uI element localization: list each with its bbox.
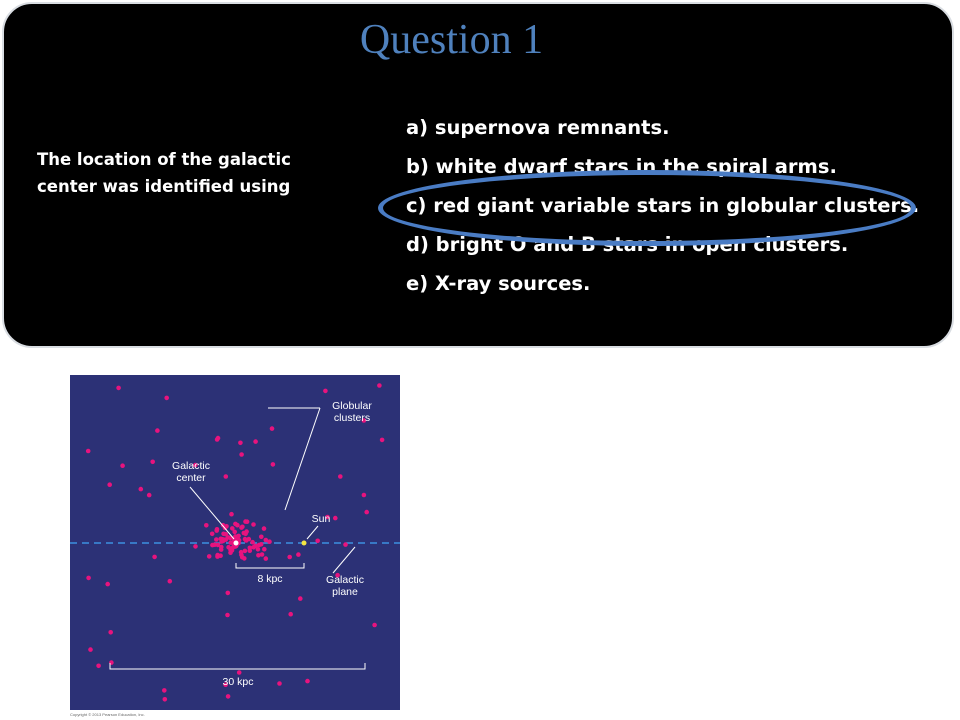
cluster-dot	[214, 537, 219, 542]
cluster-dot	[243, 549, 248, 554]
sun-marker	[302, 541, 307, 546]
cluster-dot	[277, 681, 282, 686]
cluster-dot	[107, 482, 112, 487]
cluster-dot	[247, 537, 252, 542]
cluster-dot	[116, 386, 121, 391]
cluster-dot	[210, 532, 215, 537]
cluster-dot	[228, 550, 233, 555]
cluster-dot	[204, 523, 209, 528]
cluster-dot	[262, 526, 267, 531]
cluster-dot	[251, 522, 256, 527]
cluster-dot	[224, 474, 229, 479]
label-8kpc: 8 kpc	[257, 573, 283, 585]
cluster-dot	[287, 555, 292, 560]
cluster-dot	[343, 542, 348, 547]
cluster-dot	[239, 553, 244, 558]
cluster-dot	[86, 449, 91, 454]
cluster-dot	[215, 553, 220, 558]
cluster-dot	[232, 530, 237, 535]
cluster-dot	[225, 613, 230, 618]
cluster-dot	[245, 519, 250, 524]
cluster-dot	[226, 694, 231, 699]
cluster-dot	[253, 439, 258, 444]
cluster-dot	[226, 545, 231, 550]
label-plane-2: plane	[332, 586, 358, 598]
cluster-dot	[237, 670, 242, 675]
cluster-dot	[243, 531, 248, 536]
option-d[interactable]: d) bright O and B stars in open clusters.	[406, 233, 849, 256]
cluster-dot	[162, 688, 167, 693]
label-30kpc: 30 kpc	[222, 676, 254, 688]
cluster-dot	[155, 428, 160, 433]
cluster-dot	[264, 556, 269, 561]
globular-cluster-diagram	[70, 375, 400, 710]
cluster-dot	[362, 493, 367, 498]
cluster-dot	[147, 493, 152, 498]
cluster-dot	[88, 647, 93, 652]
cluster-dot	[259, 542, 264, 547]
cluster-dot	[264, 538, 269, 543]
cluster-dot	[333, 516, 338, 521]
slide-title: Question 1	[359, 17, 544, 63]
cluster-dot	[226, 535, 231, 540]
cluster-dot	[338, 474, 343, 479]
cluster-dot	[219, 547, 224, 552]
cluster-dot	[226, 591, 231, 596]
label-center-2: center	[176, 472, 206, 484]
cluster-dot	[271, 462, 276, 467]
option-e[interactable]: e) X-ray sources.	[406, 272, 591, 295]
galaxy-figure	[70, 375, 400, 710]
cluster-dot	[248, 548, 253, 553]
cluster-dot	[288, 612, 293, 617]
cluster-dot	[220, 537, 225, 542]
label-sun: Sun	[311, 513, 331, 525]
label-plane-1: Galactic	[326, 574, 364, 586]
cluster-dot	[233, 522, 238, 527]
cluster-dot	[164, 396, 169, 401]
galactic-center-marker	[234, 541, 239, 546]
cluster-dot	[108, 630, 113, 635]
cluster-dot	[96, 664, 101, 669]
cluster-dot	[270, 426, 275, 431]
option-a[interactable]: a) supernova remnants.	[406, 116, 670, 139]
cluster-dot	[262, 547, 267, 552]
cluster-dot	[240, 525, 245, 530]
cluster-dot	[238, 441, 243, 446]
cluster-dot	[380, 438, 385, 443]
cluster-dot	[214, 528, 219, 533]
option-c[interactable]: c) red giant variable stars in globular clusters.	[406, 194, 920, 217]
cluster-dot	[86, 576, 91, 581]
cluster-dot	[120, 463, 125, 468]
cluster-dot	[298, 596, 303, 601]
label-globular-1: Globular	[332, 400, 372, 412]
cluster-dot	[323, 389, 328, 394]
cluster-dot	[105, 582, 110, 587]
cluster-dot	[259, 535, 264, 540]
cluster-dot	[139, 487, 144, 492]
label-globular-2: clusters	[333, 412, 371, 424]
cluster-dot	[377, 383, 382, 388]
cluster-dot	[250, 540, 255, 545]
cluster-dot	[256, 553, 261, 558]
cluster-dot	[215, 437, 220, 442]
cluster-dot	[150, 460, 155, 465]
cluster-dot	[296, 552, 301, 557]
cluster-dot	[364, 510, 369, 515]
cluster-dot	[315, 539, 320, 544]
cluster-dot	[221, 532, 226, 537]
question-panel	[2, 2, 954, 348]
answer-options	[406, 108, 919, 303]
question-text: The location of the galactic center was identified using	[37, 150, 291, 196]
copyright-text: Copyright © 2013 Pearson Education, Inc.	[70, 712, 145, 717]
cluster-dot	[305, 679, 310, 684]
cluster-dot	[229, 512, 234, 517]
label-center-1: Galactic	[172, 460, 210, 472]
cluster-dot	[163, 697, 168, 702]
cluster-dot	[210, 543, 215, 548]
cluster-dot	[193, 544, 198, 549]
cluster-dot	[253, 544, 258, 549]
cluster-dot	[239, 452, 244, 457]
cluster-dot	[168, 579, 173, 584]
cluster-dot	[152, 555, 157, 560]
cluster-dot	[207, 554, 212, 559]
option-b[interactable]: b) white dwarf stars in the spiral arms.	[406, 155, 837, 178]
cluster-dot	[372, 623, 377, 628]
